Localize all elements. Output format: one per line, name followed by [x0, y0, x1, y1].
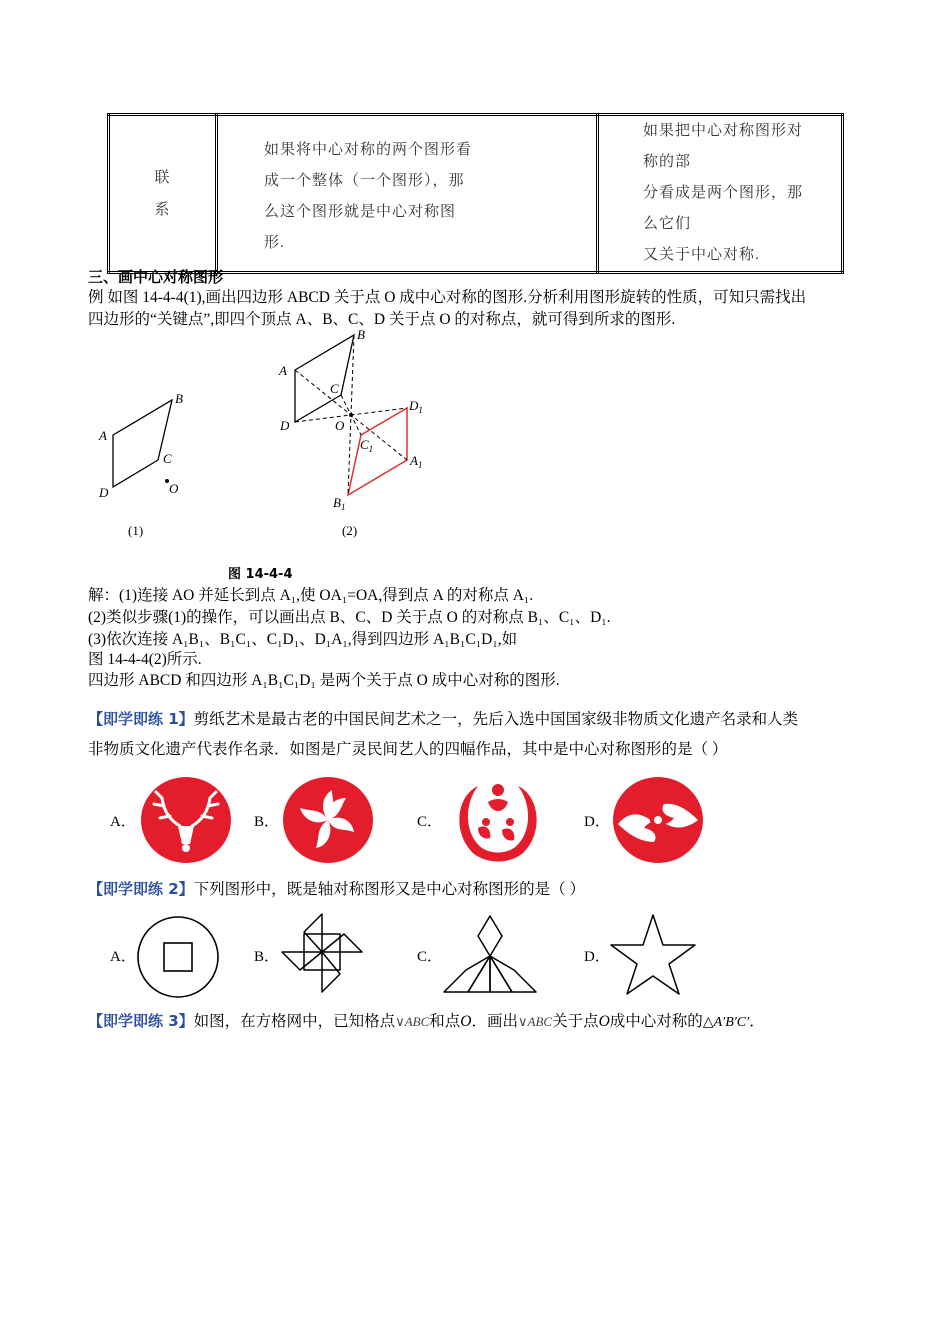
exercise-text: 下列图形中，既是轴对称图形又是中心对称图形的是（ ） [193, 881, 586, 898]
star-icon [608, 912, 698, 996]
quad-abcd-left [113, 400, 172, 487]
relationship-table [107, 113, 844, 274]
label-a: A [279, 363, 287, 378]
table-text-line: 分看成是两个图形，那么它们 [643, 185, 804, 232]
table-header-char: 系 [154, 201, 171, 218]
point-o-right [349, 413, 353, 417]
solution-line: 四边形 ABCD 和四边形 A₁B₁C₁D₁ 是两个关于点 O 成中心对称的图形. [88, 672, 560, 689]
label-d1: $D_1$ [409, 398, 423, 415]
label-o: O [169, 481, 179, 496]
solution-line: (3)依次连接 A₁B₁、B₁C₁、C₁D₁、D₁A₁,得到四边形 A₁B₁C₁D₁,如 [88, 631, 518, 648]
label-b: B [357, 327, 365, 342]
papercut-swirl-icon [612, 776, 704, 864]
option-d[interactable]: D． [584, 949, 610, 965]
exercise-3-line [88, 1006, 765, 1038]
table-text-line: 如果将中心对称的两个图形看 [264, 141, 473, 158]
label-b1: $B_1$ [333, 495, 346, 512]
exercise-1-line2: 非物质文化遗产代表作名录．如图是广灵民间艺人的四幅作品，其中是中心对称图形的是（ ） [88, 741, 728, 758]
label-d: D [99, 485, 109, 500]
quad-a1b1c1d1 [348, 408, 407, 495]
pinwheel-icon [278, 912, 366, 996]
exercise-1-line1 [88, 704, 798, 735]
label-a: A [99, 428, 107, 443]
exercise-tag: 【即学即练 1】 [88, 710, 194, 728]
table-text-line: 又关于中心对称. [643, 247, 760, 263]
option-b[interactable]: B． [254, 949, 280, 965]
papercut-deer-icon [140, 776, 232, 864]
option-a[interactable]: A． [110, 814, 136, 830]
label-a1: $A_1$ [410, 453, 423, 470]
exercise-text: 剪纸艺术是最古老的中国民间艺术之一，先后入选中国国家级非物质文化遗产名录和人类 [193, 711, 799, 728]
option-b[interactable]: B． [254, 814, 280, 830]
option-c[interactable]: C． [417, 814, 443, 830]
intro-line: 例 如图 14-4-4(1),画出四边形 ABCD 关于点 O 成中心对称的图形.分析利用图形旋转的性质，可知只需找出 [88, 289, 807, 306]
solution-line: (2)类似步骤(1)的操作，可以画出点 B、C、D 关于点 O 的对称点 B₁、C₁、D₁. [88, 609, 611, 626]
label-d: D [280, 418, 290, 433]
subfigure-label-1: (1) [128, 523, 144, 538]
label-o: O [335, 418, 345, 433]
exercise-text: ．画出 [471, 1013, 518, 1030]
label-c: C [163, 451, 172, 466]
solution-line: 图 14-4-4(2)所示. [88, 651, 202, 668]
table-cell-left [217, 115, 598, 273]
figure-caption: 图 14-4-4 [228, 567, 293, 582]
exercise-tag: 【即学即练 3】 [88, 1012, 194, 1030]
papercut-bauhinia-icon [282, 776, 374, 864]
table-cell-header [109, 115, 217, 273]
label-b: B [175, 391, 183, 406]
papercut-figures-icon [448, 776, 548, 864]
solution-line: 解：(1)连接 AO 并延长到点 A₁,使 OA₁=OA,得到点 A 的对称点 A₁. [88, 587, 534, 604]
option-d[interactable]: D． [584, 814, 610, 830]
exercise-text: ． [749, 1013, 765, 1030]
point-o: O [460, 1013, 472, 1030]
exercise-text: 和点 [429, 1013, 461, 1030]
table-text-line: 么这个图形就是中心对称图 [264, 203, 457, 220]
exercise-tag: 【即学即练 2】 [88, 880, 194, 898]
intro-line: 四边形的“关键点”,即四个顶点 A、B、C、D 关于点 O 的对称点，就可得到所求的图形. [88, 311, 676, 328]
exercise-text: 如图，在方格网中，已知格点 [193, 1013, 396, 1030]
table-text-line: 形. [264, 234, 285, 251]
three-rhombus-icon [440, 910, 540, 994]
triangle-abc: ∨ABC [518, 1014, 553, 1029]
label-c1: $C_1$ [360, 437, 374, 454]
table-cell-right [598, 115, 843, 273]
exercise-text: 成中心对称的 [609, 1013, 703, 1030]
quad-abcd-right [295, 335, 354, 422]
triangle-target: △A′B′C′ [702, 1015, 750, 1030]
subfigure-label-2: (2) [342, 523, 358, 538]
table-header-char: 联 [154, 169, 171, 186]
option-a[interactable]: A． [110, 949, 136, 965]
table-text-line: 成一个整体（一个图形），那 [264, 172, 465, 189]
figure-14-4-4 [90, 325, 440, 585]
circle-square-icon [136, 915, 220, 999]
option-c[interactable]: C． [417, 949, 443, 965]
triangle-abc: ∨ABC [395, 1014, 430, 1029]
section-title: 三、画中心对称图形 [88, 268, 224, 286]
table-text-line: 如果把中心对称图形对称的部 [643, 123, 804, 170]
point-o: O [598, 1013, 610, 1030]
exercise-2-line [88, 874, 585, 905]
exercise-text: 关于点 [552, 1013, 599, 1030]
label-c: C [330, 381, 339, 396]
